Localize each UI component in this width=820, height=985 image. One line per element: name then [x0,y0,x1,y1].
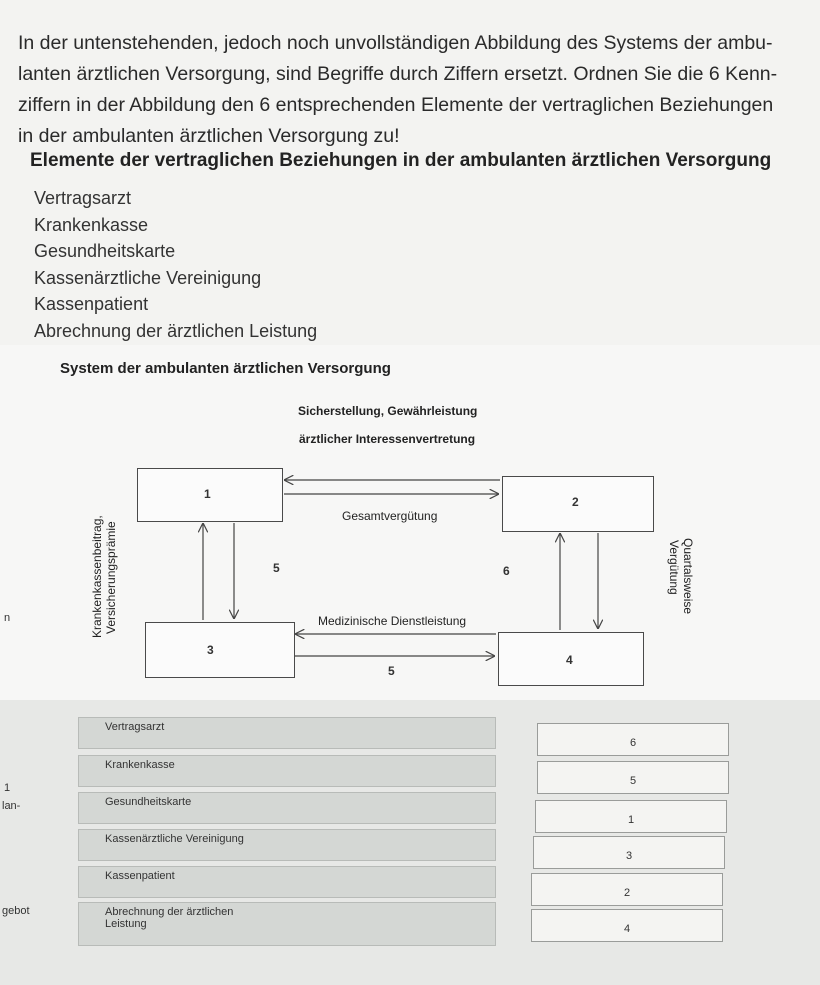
element-item: Abrechnung der ärztlichen Leistung [34,320,318,341]
edge-fragment: gebot [2,905,30,917]
number-card[interactable] [537,761,729,794]
top-label-interessenvertretung: ärztlicher Interessenvertretung [299,432,476,446]
number-card-value: 2 [623,887,631,899]
box-3-number: 3 [207,643,214,657]
element-card-label: Gesundheitskarte [105,796,192,808]
elements-heading: Elemente der vertraglichen Beziehungen in der ambulanten ärztlichen Versorgung [30,150,772,171]
box-2-number: 2 [572,495,579,509]
edge-fragment: n [4,612,11,624]
right-vertical-label-1: Quartalsweise [681,538,695,615]
element-card-label: Kassenpatient [105,870,175,882]
number-card[interactable] [533,836,725,869]
element-item: Krankenkasse [34,214,149,235]
number-card-value: 3 [625,850,633,862]
upper-number-5: 5 [273,561,280,575]
element-item: Gesundheitskarte [34,241,176,261]
label-gesamtverguetung: Gesamtvergütung [342,509,438,523]
element-card-label-line2: Leistung [105,918,147,930]
element-card-label: Krankenkasse [105,759,175,771]
edge-fragment: 1 [4,782,11,794]
number-card[interactable] [537,723,729,756]
element-card-label: Kassenärztliche Vereinigung [105,833,244,845]
box-1-number: 1 [204,487,211,501]
diagram-box-2 [502,476,654,532]
element-item: Kassenärztliche Vereinigung [34,267,262,288]
left-vertical-label-1: Krankenkassenbeitrag, [90,515,104,638]
element-card[interactable] [78,792,496,824]
intro-line-2: lanten ärztlichen Versorgung, sind Begriffe durch Ziffern ersetzt. Ordnen Sie die 6 Kenn- [18,63,778,85]
element-card-label: Vertragsarzt [105,721,165,733]
intro-line-3: ziffern in der Abbildung den 6 entsprechenden Elemente der vertraglichen Beziehungen [18,94,774,116]
number-6: 6 [503,564,510,578]
element-item: Vertragsarzt [34,188,132,208]
top-label-sicherstellung: Sicherstellung, Gewährleistung [298,404,478,418]
number-card[interactable] [531,873,723,906]
element-card[interactable] [78,866,496,898]
left-vertical-label-2: Versicherungsprämie [104,521,118,634]
element-card[interactable] [78,902,496,946]
task-instructions [18,28,808,152]
element-item: Kassenpatient [34,294,149,314]
number-card-value: 6 [629,737,637,749]
number-card-value: 4 [623,923,631,935]
right-vertical-label-2: Vergütung [667,540,681,595]
diagram-box-4 [498,632,644,686]
number-card-value: 1 [627,814,635,826]
diagram-box-3 [145,622,295,678]
element-card[interactable] [78,829,496,861]
number-card-value: 5 [629,775,637,787]
lower-number-5: 5 [388,664,395,678]
label-medizinische-dienstleistung: Medizinische Dienstleistung [318,614,467,628]
box-4-number: 4 [566,653,573,667]
element-card[interactable] [78,755,496,787]
elements-list [34,185,317,344]
intro-line-4: in der ambulanten ärztlichen Versorgung zu! [18,125,400,147]
edge-fragment: lan- [2,800,21,812]
diagram-box-1 [137,468,283,522]
intro-line-1: In der untenstehenden, jedoch noch unvollständigen Abbildung des Systems der ambu- [18,32,773,54]
number-card[interactable] [535,800,727,833]
diagram-title: System der ambulanten ärztlichen Versorgung [60,360,391,377]
number-card[interactable] [531,909,723,942]
element-card[interactable] [78,717,496,749]
element-card-label: Abrechnung der ärztlichen [105,906,234,918]
